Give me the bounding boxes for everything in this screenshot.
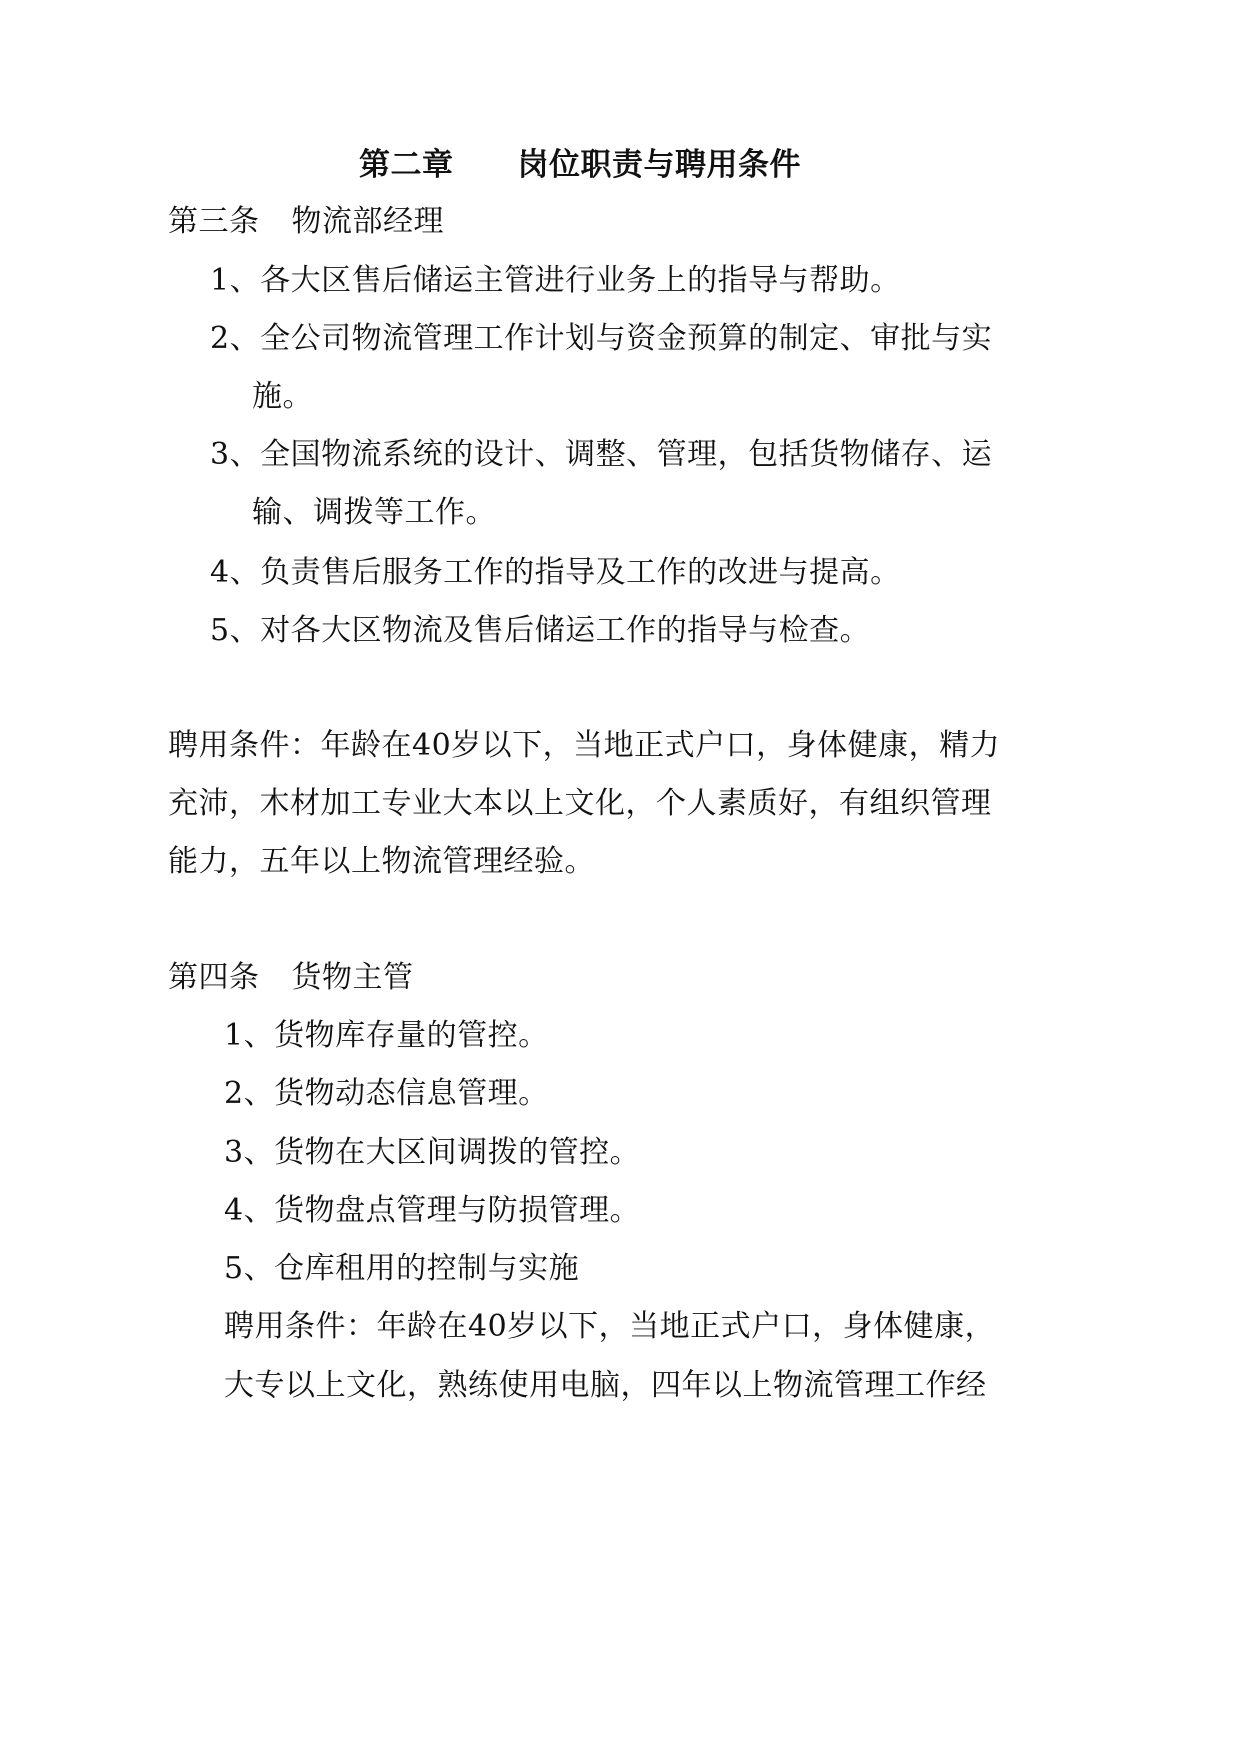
article-4-item-1: 1、货物库存量的管控。 — [224, 1018, 549, 1053]
article-4-heading — [168, 958, 414, 998]
article-3-item-4: 4、负责售后服务工作的指导及工作的改进与提高。 — [210, 555, 901, 590]
article-3-requirements-3: 能力，五年以上物流管理经验。 — [168, 844, 595, 879]
article-4-item-2: 2、货物动态信息管理。 — [224, 1076, 549, 1111]
article-4-requirements-2: 大专以上文化，熟练使用电脑，四年以上物流管理工作经 — [224, 1368, 987, 1403]
article-4-requirements-1: 聘用条件：年龄在40岁以下，当地正式户口，身体健康， — [224, 1309, 996, 1344]
article-4-item-3: 3、货物在大区间调拨的管控。 — [224, 1135, 641, 1170]
article-3-heading — [168, 202, 444, 242]
article-4-label: 第四条 — [168, 960, 260, 995]
article-3-item-2: 2、全公司物流管理工作计划与资金预算的制定、审批与实 — [210, 321, 993, 356]
article-3-item-5: 5、对各大区物流及售后储运工作的指导与检查。 — [210, 613, 871, 648]
article-4-item-4: 4、货物盘点管理与防损管理。 — [224, 1193, 641, 1228]
article-3-requirements-1: 聘用条件：年龄在40岁以下，当地正式户口，身体健康，精力 — [168, 728, 1001, 763]
article-4-item-5: 5、仓库租用的控制与实施 — [224, 1251, 580, 1286]
chapter-label: 第二章 — [359, 147, 454, 183]
chapter-title: 岗位职责与聘用条件 — [517, 147, 801, 183]
article-4-title: 货物主管 — [291, 960, 414, 995]
article-3-item-2-cont: 施。 — [252, 379, 313, 414]
article-3-requirements-2: 充沛，木材加工专业大本以上文化，个人素质好，有组织管理 — [168, 786, 992, 821]
article-3-item-1: 1、各大区售后储运主管进行业务上的指导与帮助。 — [210, 263, 901, 298]
article-3-label: 第三条 — [168, 204, 260, 239]
article-3-item-3-cont: 输、调拨等工作。 — [252, 495, 496, 530]
chapter-heading — [359, 145, 801, 185]
article-3-title: 物流部经理 — [291, 204, 444, 239]
article-3-item-3: 3、全国物流系统的设计、调整、管理，包括货物储存、运 — [210, 437, 993, 472]
